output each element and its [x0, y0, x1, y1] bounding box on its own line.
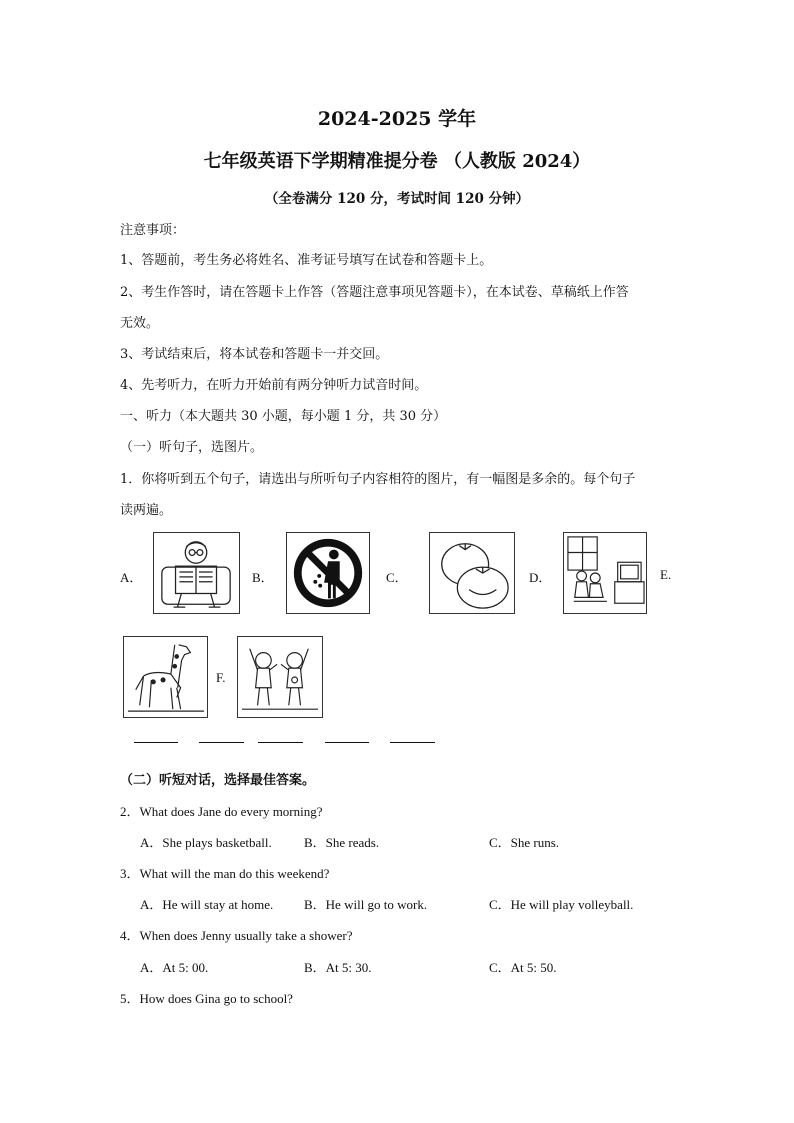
- question-2-option-b: B．She reads.: [304, 835, 380, 850]
- children-watching-tv-icon: [563, 532, 647, 614]
- picture-label-f: F.: [216, 670, 226, 685]
- question-3-option-a: A．He will stay at home.: [140, 897, 274, 912]
- question-4-option-a: A．At 5: 00.: [140, 960, 209, 975]
- exam-title: 七年级英语下学期精准提分卷 （人教版 2024）: [203, 151, 591, 172]
- question-4-option-c: C．At 5: 50.: [489, 960, 557, 975]
- man-reading-newspaper-icon: [153, 532, 240, 614]
- exam-subtitle: （全卷满分 120 分，考试时间 120 分钟）: [264, 191, 530, 207]
- question-2-option-c: C．She runs.: [489, 835, 560, 850]
- note-item-1: 1、答题前，考生务必将姓名、准考证号填写在试卷和答题卡上。: [120, 253, 493, 268]
- picture-label-a: A．: [120, 570, 143, 585]
- children-exercising-icon: [237, 636, 323, 718]
- note-item-4: 4、先考听力，在听力开始前有两分钟听力试音时间。: [120, 378, 428, 393]
- picture-label-e: E.: [660, 567, 672, 582]
- answer-blank-1[interactable]: [134, 742, 178, 743]
- question-5-stem: 5．How does Gina go to school?: [120, 991, 293, 1006]
- question-1-line2: 读两遍。: [120, 503, 173, 518]
- picture-label-b: B．: [252, 570, 274, 585]
- note-item-2-cont: 无效。: [120, 316, 160, 331]
- question-3-option-b: B．He will go to work.: [304, 897, 428, 912]
- question-3-option-c: C．He will play volleyball.: [489, 897, 634, 912]
- question-1-line1: 1．你将听到五个句子，请选出与所听句子内容相符的图片，有一幅图是多余的。每个句子: [120, 472, 636, 487]
- picture-label-d: D．: [529, 570, 552, 585]
- question-4-stem: 4．When does Jenny usually take a shower?: [120, 928, 353, 943]
- part1-heading: （一）听句子，选图片。: [120, 440, 264, 455]
- no-littering-sign-icon: [286, 532, 370, 614]
- part2-heading: （二）听短对话，选择最佳答案。: [120, 773, 316, 788]
- section-heading: 一、听力（本大题共 30 小题，每小题 1 分，共 30 分）: [120, 409, 447, 424]
- notes-heading: 注意事项：: [120, 223, 186, 238]
- tomatoes-icon: [429, 532, 515, 614]
- note-item-3: 3、考试结束后，将本试卷和答题卡一并交回。: [120, 347, 389, 362]
- question-2-option-a: A．She plays basketball.: [140, 835, 272, 850]
- question-4-option-b: B．At 5: 30.: [304, 960, 372, 975]
- answer-blank-2[interactable]: [199, 742, 244, 743]
- note-item-2: 2、考生作答时，请在答题卡上作答（答题注意事项见答题卡），在本试卷、草稿纸上作答: [120, 285, 629, 300]
- answer-blank-4[interactable]: [325, 742, 369, 743]
- question-2-stem: 2．What does Jane do every morning?: [120, 804, 323, 819]
- question-3-stem: 3．What will the man do this weekend?: [120, 866, 330, 881]
- answer-blank-3[interactable]: [258, 742, 303, 743]
- exam-year: 2024-2025 学年: [317, 108, 477, 130]
- giraffe-icon: [123, 636, 208, 718]
- answer-blank-5[interactable]: [390, 742, 435, 743]
- picture-label-c: C．: [386, 570, 408, 585]
